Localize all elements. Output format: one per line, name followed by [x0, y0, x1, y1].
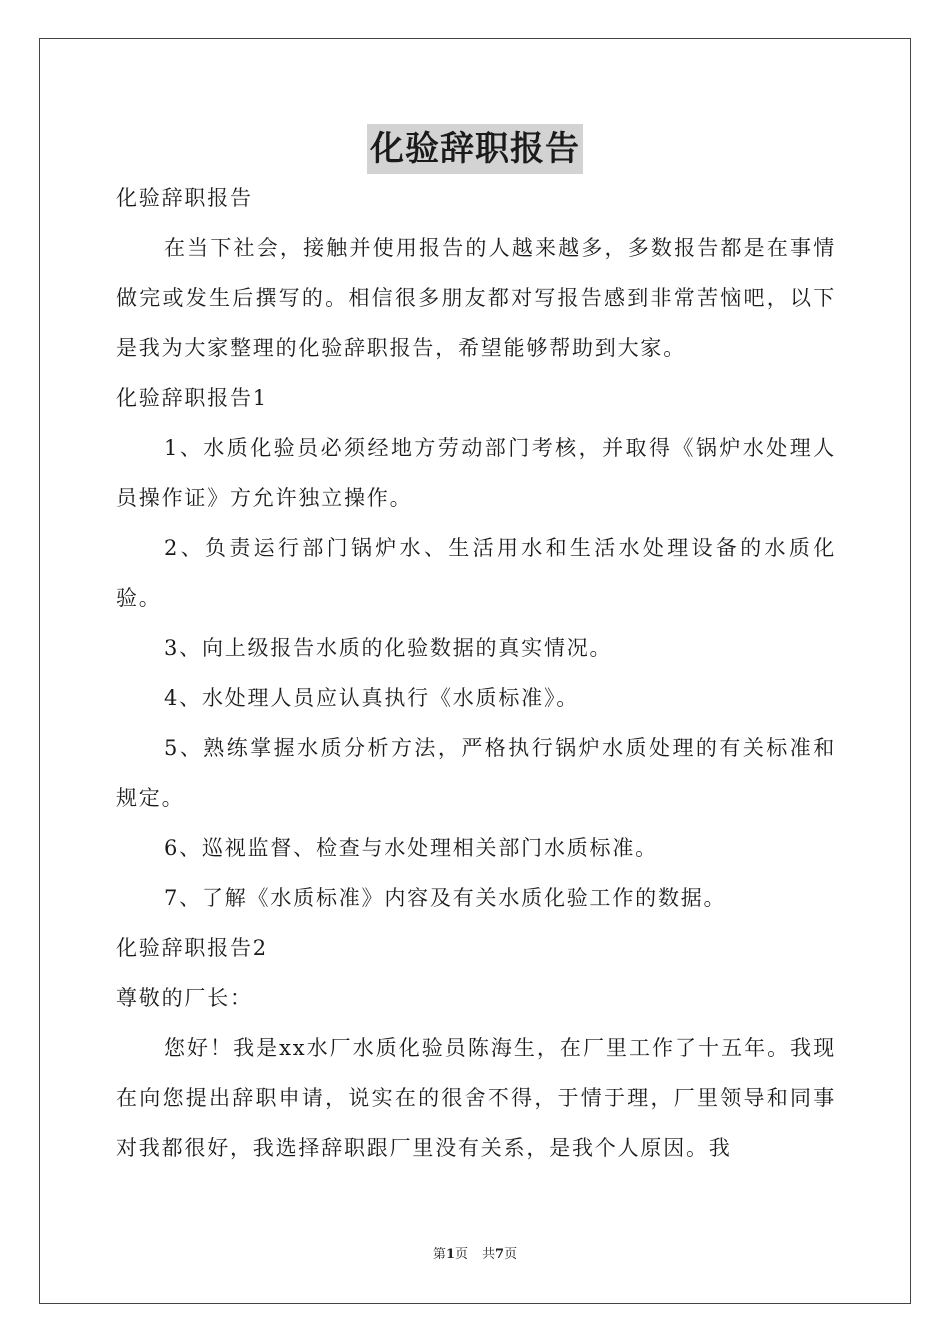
document-title	[0, 124, 950, 174]
section-heading: 化验辞职报告2	[116, 936, 268, 960]
paragraph: 在当下社会，接触并使用报告的人越来越多，多数报告都是在事情做完或发生后撰写的。相信很多朋友都对写报告感到非常苦恼吧，以下是我为大家整理的化验辞职报告，希望能够帮助到大家。	[116, 236, 836, 360]
footer-page-total: 7	[495, 1247, 505, 1262]
document-title-text: 化验辞职报告	[367, 124, 583, 174]
list-item: 6、巡视监督、检查与水处理相关部门水质标准。	[164, 836, 658, 860]
page-footer	[0, 1246, 950, 1264]
section-heading: 化验辞职报告1	[116, 386, 268, 410]
footer-page-suffix: 页	[454, 1247, 468, 1262]
paragraph: 您好！我是xx水厂水质化验员陈海生，在厂里工作了十五年。我现在向您提出辞职申请，说实在的很舍不得，于情于理，厂里领导和同事对我都很好，我选择辞职跟厂里没有关系，是我个人原因。我	[116, 1036, 836, 1160]
footer-page-prefix: 第	[432, 1247, 446, 1262]
footer-total-prefix: 共	[482, 1247, 496, 1262]
list-item: 7、了解《水质标准》内容及有关水质化验工作的数据。	[164, 886, 727, 910]
salutation: 尊敬的厂长：	[116, 986, 253, 1010]
list-item: 4、水处理人员应认真执行《水质标准》。	[164, 686, 580, 710]
list-item: 5、熟练掌握水质分析方法，严格执行锅炉水质处理的有关标准和规定。	[116, 736, 836, 810]
paragraph: 化验辞职报告	[116, 186, 253, 210]
list-item: 3、向上级报告水质的化验数据的真实情况。	[164, 636, 613, 660]
document-body	[116, 173, 836, 1173]
list-item: 1、水质化验员必须经地方劳动部门考核，并取得《锅炉水处理人员操作证》方允许独立操作。	[116, 436, 836, 510]
list-item: 2、负责运行部门锅炉水、生活用水和生活水处理设备的水质化验。	[116, 536, 836, 610]
footer-page-current: 1	[445, 1247, 455, 1262]
footer-total-suffix: 页	[504, 1247, 518, 1262]
